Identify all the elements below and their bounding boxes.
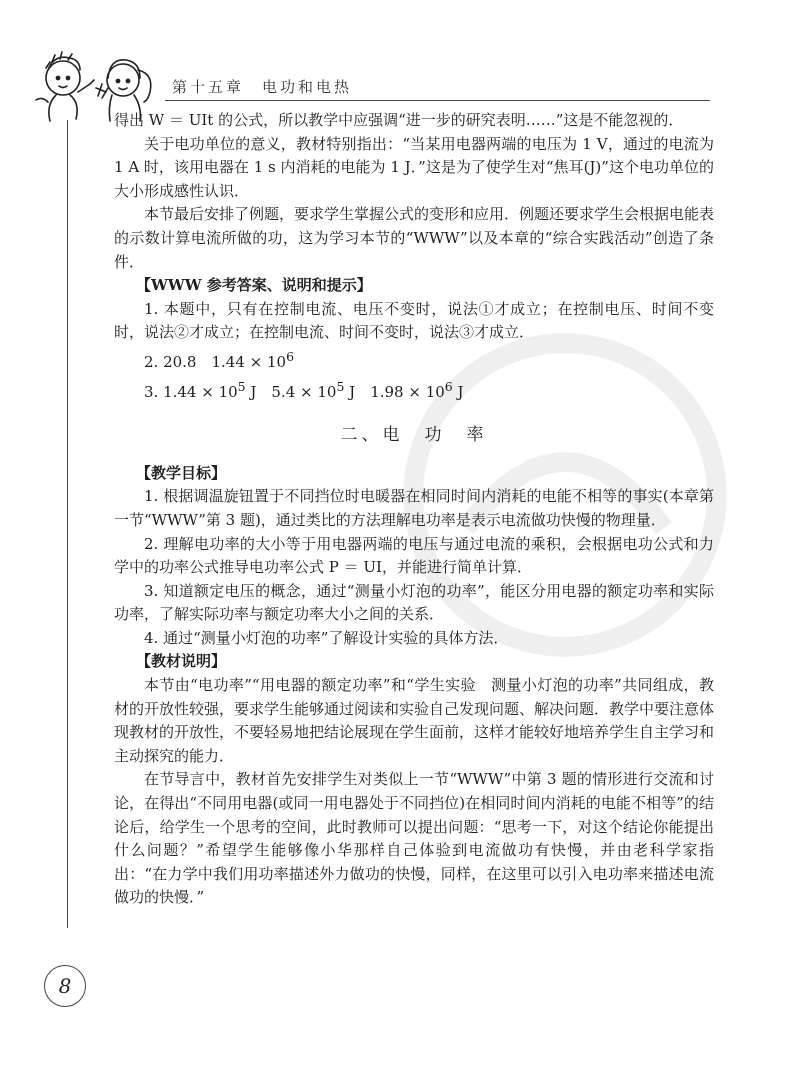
section-title: 二、电 功 率 [340, 425, 488, 446]
paragraph: 本节由“电功率”“用电器的额定功率”和“学生实验 测量小灯泡的功率”共同组成，教材的开放性较强，要求学生能够通过阅读和实验自己发现问题、解决问题．教学中要注意体现教材的开放性，不要轻易地把结论展现在学生面前，这样才能较好地培养学生自主学习和主动探究的能力． [114, 676, 715, 765]
paragraph: 3. 知道额定电压的概念，通过“测量小灯泡的功率”，能区分用电器的额定功率和实际功率，了解实际功率与额定功率大小之间的关系． [114, 581, 714, 624]
paragraph: 1. 本题中，只有在控制电流、电压不变时，说法①才成立；在控制电压、时间不变时，说法②才成立；在控制电流、时间不变时，说法③才成立． [114, 299, 714, 342]
exponent: 5 [336, 378, 345, 394]
exponent: 6 [286, 348, 295, 364]
heading-teaching-goals: 【教学目标】 [136, 463, 227, 482]
answer-text: 3. 1.44 × 10 [144, 382, 238, 401]
header-divider [165, 100, 710, 101]
heading-www-answers: 【WWW 参考答案、说明和提示】 [136, 276, 372, 295]
page-body [114, 109, 714, 910]
answer-3 [114, 375, 714, 405]
answer-text: J [452, 382, 464, 401]
left-margin-rule [67, 120, 68, 928]
chapter-header-title: 第十五章 电功和电热 [172, 78, 353, 96]
paragraph: 2. 理解电功率的大小等于用电器两端的电压与通过电流的乘积，会根据电功公式和力学中的功率公式推导电功率公式 P ＝ UI，并能进行简单计算． [114, 534, 714, 577]
paragraph: 4. 通过“测量小灯泡的功率”了解设计实验的具体方法． [144, 628, 509, 647]
paragraph: 在节导言中，教材首先安排学生对类似上一节“WWW”中第 3 题的情形进行交流和讨论，在得出“不同用电器(或同一用电器处于不同挡位)在相同时间内消耗的电能不相等”的结论后，给学生一个思考的空间，此时教师可以提出问题：“思考一下，对这个结论你能提出什么问题？”希望学生能够像小华那样自己体验到电流做功有快慢，并由老科学家指出：“在力学中我们用功率描述外力做功的快慢，同样，在这里可以引入电功率来描述电流做功的快慢．” [114, 770, 714, 907]
paragraph: 关于电功单位的意义，教材特别指出：“当某用电器两端的电压为 1 V，通过的电流为 1 A 时，该用电器在 1 s 内消耗的电能为 1 J．”这是为了使学生对“焦耳(J)”这个电功单位的大小形成感性认识． [114, 134, 714, 200]
page-number: 8 [44, 965, 86, 1007]
paragraph: 1. 根据调温旋钮置于不同挡位时电暖器在相同时间内消耗的电能不相等的事实(本章第一节“WWW”第 3 题)，通过类比的方法理解电功率是表示电流做功快慢的物理量． [114, 487, 714, 529]
answer-text: J 5.4 × 10 [245, 382, 337, 401]
paragraph: 本节最后安排了例题，要求学生掌握公式的变形和应用．例题还要求学生会根据电能表的示数计算电流所做的功，这为学习本节的“WWW”以及本章的“综合实践活动”创造了条件． [114, 205, 715, 271]
answer-text: 2. 20.8 1.44 × 10 [144, 352, 287, 371]
paragraph: 得出 W ＝ UIt 的公式，所以教学中应强调“进一步的研究表明……”这是不能忽视的． [114, 111, 684, 129]
answer-text: J 1.98 × 10 [344, 382, 445, 401]
exponent: 5 [237, 378, 246, 394]
exponent: 6 [444, 378, 453, 394]
answer-2 [114, 345, 714, 375]
heading-textbook-notes: 【教材说明】 [136, 652, 227, 671]
